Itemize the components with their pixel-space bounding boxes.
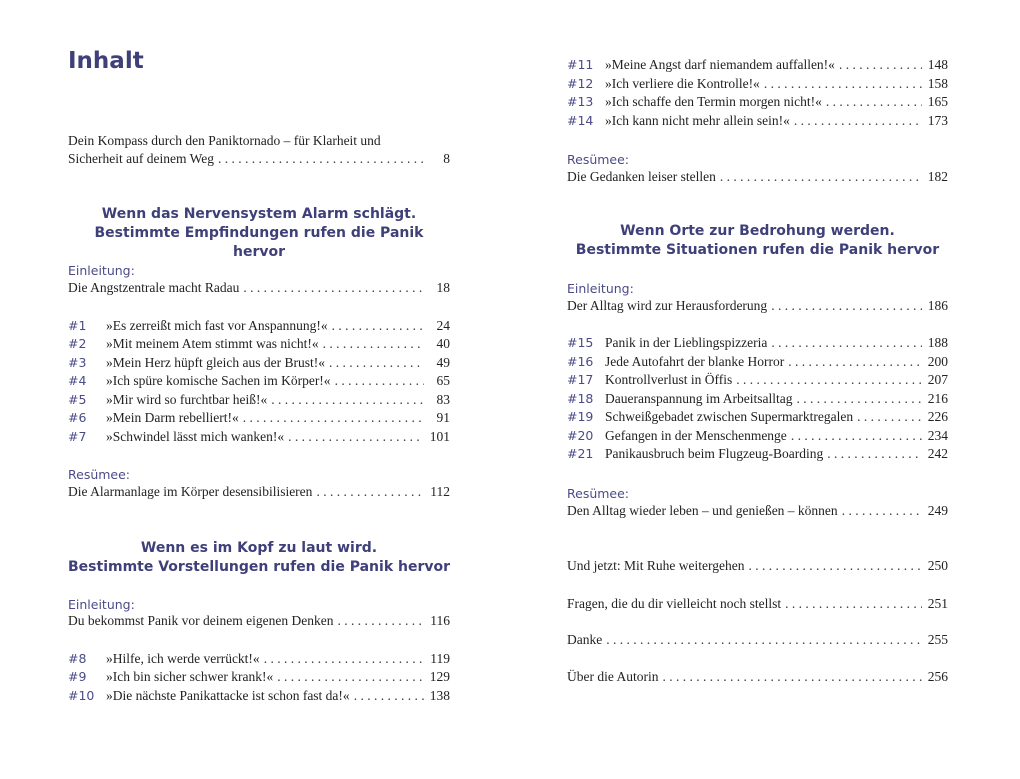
page-number: 226: [927, 409, 948, 424]
toc-entry-title: Der Alltag wird zur Herausforderung: [567, 298, 768, 313]
section-heading-line: Wenn es im Kopf zu laut wird.: [140, 540, 378, 556]
page-number: 101: [429, 429, 450, 444]
page-number: 8: [443, 151, 450, 166]
intro-label: Einleitung:: [68, 597, 135, 612]
page-number: 116: [430, 613, 450, 628]
leader-dots: [827, 446, 922, 462]
toc-entry-title: »Schwindel lässt mich wanken!«: [106, 429, 285, 444]
toc-entry-title: »Ich schaffe den Termin morgen nicht!«: [605, 94, 822, 109]
toc-entry[interactable]: [567, 113, 948, 131]
page-number: 188: [927, 335, 948, 350]
toc-entry-title: »Es zerreißt mich fast vor Anspannung!«: [106, 318, 328, 333]
entry-number: #17: [567, 372, 594, 387]
toc-entry-title: Die Gedanken leiser stellen: [567, 169, 716, 184]
toc-entry-title: Jede Autofahrt der blanke Horror: [605, 354, 785, 369]
page-number: 173: [927, 113, 948, 128]
toc-entry[interactable]: [567, 503, 948, 521]
toc-entry[interactable]: [567, 169, 948, 187]
toc-entry[interactable]: [68, 429, 450, 447]
summary-label: Resümee:: [68, 467, 131, 482]
toc-entry-title: »Ich verliere die Kontrolle!«: [605, 76, 760, 91]
page-number: 182: [927, 169, 948, 184]
page-number: 119: [430, 651, 450, 666]
page-number: 250: [927, 558, 948, 573]
leader-dots: [736, 372, 922, 388]
entry-number: #1: [68, 318, 87, 333]
page-number: 49: [436, 355, 450, 370]
section-heading-line: Wenn Orte zur Bedrohung werden.: [620, 223, 895, 239]
toc-entry[interactable]: [567, 94, 948, 112]
page-number: 207: [927, 372, 948, 387]
leader-dots: [842, 503, 922, 519]
section-heading-line: Wenn das Nervensystem Alarm schlägt.: [101, 206, 417, 222]
toc-entry-title: Panik in der Lieblingspizzeria: [605, 335, 768, 350]
section-heading-line: Bestimmte Situationen rufen die Panik hervor: [575, 242, 940, 258]
leader-dots: [288, 429, 424, 445]
leader-dots: [264, 651, 424, 667]
toc-entry-title: Über die Autorin: [567, 669, 659, 684]
toc-entry[interactable]: [68, 688, 450, 706]
toc-entry[interactable]: [68, 392, 450, 410]
leader-dots: [329, 355, 424, 371]
entry-number: #7: [68, 429, 87, 444]
entry-number: #5: [68, 392, 87, 407]
entry-number: #13: [567, 94, 594, 109]
summary-label: Resümee:: [567, 152, 630, 167]
toc-entry[interactable]: [68, 318, 450, 336]
toc-entry[interactable]: [68, 669, 450, 687]
toc-entry[interactable]: [567, 446, 948, 464]
entry-number: #11: [567, 57, 594, 72]
leader-dots: [271, 392, 424, 408]
leader-dots: [335, 373, 424, 389]
toc-entry-title: »Mir wird so furchtbar heiß!«: [106, 392, 268, 407]
entry-number: #10: [68, 688, 95, 703]
toc-entry-title: »Hilfe, ich werde verrückt!«: [106, 651, 260, 666]
toc-entry[interactable]: [567, 335, 948, 353]
section-heading-line: Bestimmte Vorstellungen rufen die Panik hervor: [68, 559, 451, 575]
toc-entry[interactable]: [567, 391, 948, 409]
leader-dots: [337, 613, 424, 629]
page-title: Inhalt: [68, 48, 144, 74]
leader-dots: [748, 558, 922, 574]
leader-dots: [277, 669, 424, 685]
toc-entry[interactable]: [68, 336, 450, 354]
section-heading-2: [68, 539, 450, 577]
entry-number: #19: [567, 409, 594, 424]
leader-dots: [794, 113, 922, 129]
entry-number: #20: [567, 428, 594, 443]
leader-dots: [662, 669, 922, 685]
toc-entry-title: »Meine Angst darf niemandem auffallen!«: [605, 57, 835, 72]
page-number: 40: [436, 336, 450, 351]
leader-dots: [354, 688, 424, 704]
intro-entry-title: Sicherheit auf deinem Weg: [68, 151, 214, 166]
toc-entry[interactable]: [567, 372, 948, 390]
entry-number: #4: [68, 373, 87, 388]
page-number: 186: [927, 298, 948, 313]
toc-entry-title: »Ich bin sicher schwer krank!«: [106, 669, 274, 684]
toc-entry-title: »Mein Darm rebelliert!«: [106, 410, 239, 425]
toc-entry-title: Kontrollverlust in Öffis: [605, 372, 733, 387]
page-number: 255: [927, 632, 948, 647]
page-number: 83: [436, 392, 450, 407]
toc-entry[interactable]: [567, 558, 948, 576]
toc-entry-title: Du bekommst Panik vor deinem eigenen Denken: [68, 613, 334, 628]
toc-entry-title: »Mit meinem Atem stimmt was nicht!«: [106, 336, 319, 351]
page-number: 234: [927, 428, 948, 443]
page-number: 112: [430, 484, 450, 499]
section-heading-3: [567, 222, 948, 260]
toc-entry[interactable]: [567, 354, 948, 372]
entry-number: #15: [567, 335, 594, 350]
page-number: 251: [927, 596, 948, 611]
leader-dots: [218, 151, 424, 167]
toc-entry-title: Schweißgebadet zwischen Supermarktregalen: [605, 409, 854, 424]
leader-dots: [839, 57, 922, 73]
entry-number: #14: [567, 113, 594, 128]
toc-entry[interactable]: [567, 632, 948, 650]
toc-entry[interactable]: [68, 410, 450, 428]
entry-number: #6: [68, 410, 87, 425]
entry-number: #2: [68, 336, 87, 351]
section-heading-line: Bestimmte Empfindungen rufen die Panik hervor: [94, 225, 424, 260]
leader-dots: [826, 94, 922, 110]
leader-dots: [764, 76, 922, 92]
toc-entry[interactable]: [68, 613, 450, 631]
leader-dots: [243, 280, 424, 296]
toc-entry-title: Daueranspannung im Arbeitsalltag: [605, 391, 793, 406]
entry-number: #18: [567, 391, 594, 406]
summary-label: Resümee:: [567, 486, 630, 501]
leader-dots: [771, 335, 922, 351]
leader-dots: [796, 391, 922, 407]
toc-entry-title: Gefangen in der Menschenmenge: [605, 428, 787, 443]
leader-dots: [606, 632, 922, 648]
entry-number: #16: [567, 354, 594, 369]
toc-entry-title: Panikausbruch beim Flugzeug-Boarding: [605, 446, 824, 461]
toc-entry[interactable]: [68, 484, 450, 502]
toc-entry[interactable]: [567, 596, 948, 614]
page-number: 18: [436, 280, 450, 295]
toc-entry[interactable]: [68, 651, 450, 669]
leader-dots: [857, 409, 922, 425]
toc-entry[interactable]: [567, 298, 948, 316]
toc-entry[interactable]: [68, 280, 450, 298]
toc-entry-title: Fragen, die du dir vielleicht noch stellst: [567, 596, 782, 611]
toc-entry[interactable]: [567, 428, 948, 446]
toc-entry-title: Und jetzt: Mit Ruhe weitergehen: [567, 558, 745, 573]
page-number: 256: [927, 669, 948, 684]
leader-dots: [771, 298, 922, 314]
leader-dots: [788, 354, 922, 370]
toc-entry[interactable]: [567, 76, 948, 94]
toc-entry[interactable]: [68, 355, 450, 373]
toc-entry[interactable]: [567, 57, 948, 75]
page-number: 158: [927, 76, 948, 91]
page-number: 216: [927, 391, 948, 406]
leader-dots: [323, 336, 424, 352]
leader-dots: [243, 410, 424, 426]
intro-label: Einleitung:: [68, 263, 135, 278]
toc-entry-title: Die Angstzentrale macht Radau: [68, 280, 240, 295]
toc-entry[interactable]: [68, 373, 450, 391]
page-number: 148: [927, 57, 948, 72]
toc-entry-title: »Mein Herz hüpft gleich aus der Brust!«: [106, 355, 325, 370]
page-number: 165: [927, 94, 948, 109]
entry-number: #8: [68, 651, 87, 666]
toc-entry[interactable]: [567, 669, 948, 687]
intro-label: Einleitung:: [567, 281, 634, 296]
page-number: 138: [429, 688, 450, 703]
toc-entry-title: »Ich spüre komische Sachen im Körper!«: [106, 373, 331, 388]
page-number: 200: [927, 354, 948, 369]
toc-entry-title: »Die nächste Panikattacke ist schon fast da!«: [106, 688, 350, 703]
toc-entry-title: »Ich kann nicht mehr allein sein!«: [605, 113, 790, 128]
toc-entry-title: Danke: [567, 632, 603, 647]
section-heading-1: [68, 205, 450, 262]
page-number: 91: [436, 410, 450, 425]
toc-entry-title: Den Alltag wieder leben – und genießen – können: [567, 503, 838, 518]
entry-number: #12: [567, 76, 594, 91]
leader-dots: [720, 169, 922, 185]
entry-number: #9: [68, 669, 87, 684]
page-number: 65: [436, 373, 450, 388]
intro-entry-line1: Dein Kompass durch den Paniktornado – für Klarheit und: [68, 133, 381, 148]
page-number: 129: [429, 669, 450, 684]
toc-entry-title: Die Alarmanlage im Körper desensibilisieren: [68, 484, 313, 499]
intro-entry[interactable]: [68, 151, 450, 169]
leader-dots: [785, 596, 922, 612]
page-number: 249: [927, 503, 948, 518]
toc-entry[interactable]: [567, 409, 948, 427]
page-number: 242: [927, 446, 948, 461]
page-number: 24: [436, 318, 450, 333]
leader-dots: [332, 318, 424, 334]
leader-dots: [791, 428, 922, 444]
leader-dots: [316, 484, 424, 500]
entry-number: #3: [68, 355, 87, 370]
entry-number: #21: [567, 446, 594, 461]
